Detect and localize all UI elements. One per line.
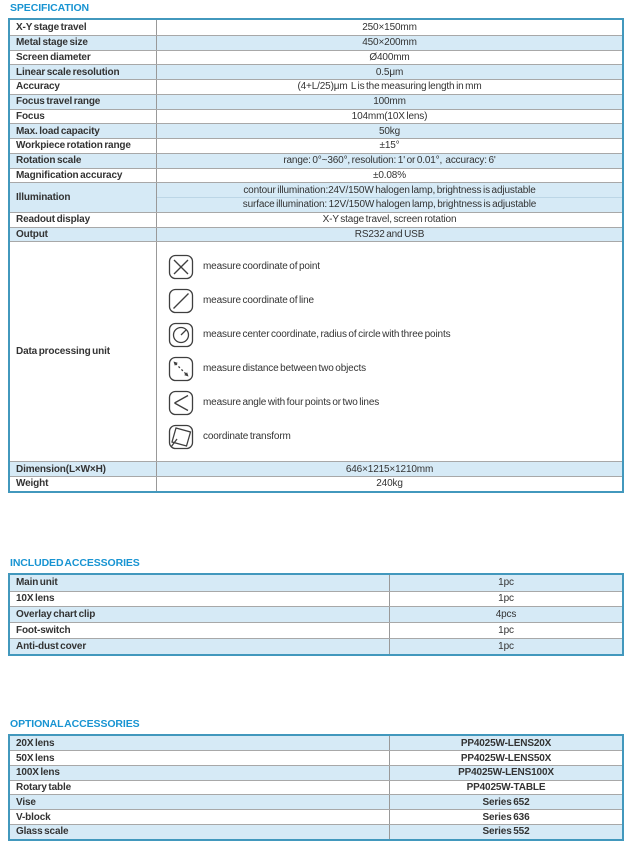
- spec-row-label: Linear scale resolution: [10, 65, 157, 79]
- coordinate-transform-icon: [168, 424, 194, 450]
- table-row-illumination: [10, 182, 622, 212]
- table-row: [10, 20, 622, 35]
- table-row: [10, 64, 622, 79]
- table-row: [10, 750, 622, 765]
- spec-row-value: (4+L/25)μm L is the measuring length in mm: [297, 81, 482, 93]
- accessory-name: 20X lens: [10, 736, 390, 751]
- accessory-name: Anti-dust cover: [10, 639, 390, 654]
- measure-circle-icon: [168, 322, 194, 348]
- accessory-model: Series 636: [482, 811, 530, 823]
- spec-row-value: RS232 and USB: [354, 228, 425, 240]
- dpu-item-label: measure distance between two objects: [203, 363, 366, 375]
- table-row: [10, 638, 622, 654]
- table-row: [10, 476, 622, 491]
- spec-row-label: Rotation scale: [10, 154, 157, 168]
- table-row: [10, 591, 622, 607]
- contour-illumination-value: contour illumination:24V/150W halogen lamp, brightness is adjustable: [157, 183, 622, 198]
- spec-row-label: Screen diameter: [10, 51, 157, 65]
- table-row: [10, 809, 622, 824]
- specification-heading: SPECIFICATION: [10, 2, 90, 14]
- table-row: [10, 575, 622, 591]
- spec-row-label: Illumination: [10, 183, 157, 212]
- table-row: [10, 606, 622, 622]
- spec-row-value: ±15°: [379, 140, 400, 152]
- spec-row-value: X-Y stage travel, screen rotation: [322, 214, 457, 226]
- dpu-item: [168, 322, 450, 348]
- accessory-name: Rotary table: [10, 781, 390, 795]
- spec-row-value: Ø400mm: [369, 51, 410, 63]
- spec-row-label: Accuracy: [10, 80, 157, 94]
- measure-line-icon: [168, 288, 194, 314]
- spec-row-label: Metal stage size: [10, 36, 157, 50]
- spec-row-label: Max. load capacity: [10, 124, 157, 138]
- dpu-item-label: measure angle with four points or two lines: [203, 397, 380, 409]
- accessory-model: PP4025W-LENS100X: [458, 767, 554, 779]
- table-row: [10, 50, 622, 65]
- accessory-name: Main unit: [10, 575, 390, 591]
- accessory-model: Series 552: [482, 826, 530, 838]
- dpu-item: [168, 288, 314, 314]
- table-row: [10, 227, 622, 242]
- table-row: [10, 109, 622, 124]
- table-row: [10, 780, 622, 795]
- spec-row-value: 250×150mm: [362, 21, 417, 33]
- spec-row-label: Readout display: [10, 213, 157, 227]
- spec-row-label: Dimension(L×W×H): [10, 462, 157, 476]
- spec-row-label: X-Y stage travel: [10, 20, 157, 35]
- accessory-model: Series 652: [482, 796, 530, 808]
- dpu-item-label: measure center coordinate, radius of circle with three points: [203, 329, 451, 341]
- accessory-name: Vise: [10, 795, 390, 809]
- accessory-name: Glass scale: [10, 825, 390, 839]
- table-row: [10, 94, 622, 109]
- spec-row-label: Workpiece rotation range: [10, 139, 157, 153]
- table-row: [10, 212, 622, 227]
- accessory-name: 10X lens: [10, 592, 390, 607]
- accessory-qty: 4pcs: [495, 609, 517, 621]
- dpu-item: [168, 254, 320, 280]
- accessory-model: PP4025W-LENS50X: [460, 752, 552, 764]
- table-row: [10, 736, 622, 751]
- table-row: [10, 153, 622, 168]
- included-accessories-heading: INCLUDED ACCESSORIES: [10, 556, 140, 569]
- measure-distance-icon: [168, 356, 194, 382]
- table-row: [10, 35, 622, 50]
- spec-row-value: 0.5μm: [375, 66, 404, 78]
- optional-accessories-table: [8, 734, 624, 841]
- dpu-item: [168, 424, 291, 450]
- table-row: [10, 765, 622, 780]
- specification-table: [8, 18, 624, 493]
- spec-row-value: 450×200mm: [362, 37, 417, 49]
- accessory-model: PP4025W-TABLE: [466, 782, 546, 794]
- accessory-qty: 1pc: [498, 640, 514, 652]
- spec-row-value: ±0.08%: [373, 169, 406, 181]
- included-accessories-table: [8, 573, 624, 656]
- measure-angle-icon: [168, 390, 194, 416]
- table-row: [10, 168, 622, 183]
- dpu-item-label: coordinate transform: [203, 431, 291, 443]
- spec-row-value: 646×1215×1210mm: [345, 463, 434, 475]
- table-row: [10, 622, 622, 638]
- accessory-name: 50X lens: [10, 751, 390, 765]
- dpu-item: [168, 390, 379, 416]
- accessory-name: 100X lens: [10, 766, 390, 780]
- data-processing-functions: [157, 242, 622, 461]
- spec-row-value: range: 0°~360°, resolution: 1' or 0.01°, accuracy: 6': [283, 155, 496, 167]
- accessory-name: V-block: [10, 810, 390, 824]
- spec-row-label: Focus: [10, 110, 157, 124]
- spec-row-value: 240kg: [376, 478, 403, 490]
- measure-point-icon: [168, 254, 194, 280]
- accessory-qty: 1pc: [498, 625, 514, 637]
- table-row: [10, 824, 622, 839]
- accessory-qty: 1pc: [498, 593, 514, 605]
- accessory-name: Foot-switch: [10, 623, 390, 638]
- accessory-qty: 1pc: [498, 577, 514, 589]
- spec-row-value: 50kg: [378, 125, 401, 137]
- illumination-values: [157, 183, 622, 212]
- spec-row-label: Weight: [10, 477, 157, 491]
- table-row: [10, 461, 622, 476]
- accessory-model: PP4025W-LENS20X: [460, 737, 552, 749]
- accessory-name: Overlay chart clip: [10, 607, 390, 622]
- table-row: [10, 79, 622, 94]
- optional-accessories-heading: OPTIONAL ACCESSORIES: [10, 717, 140, 730]
- spec-row-value: 104mm(10X lens): [351, 110, 428, 122]
- dpu-item: [168, 356, 366, 382]
- dpu-item-label: measure coordinate of point: [203, 261, 320, 273]
- table-row: [10, 138, 622, 153]
- spec-row-label: Magnification accuracy: [10, 169, 157, 183]
- dpu-item-label: measure coordinate of line: [203, 295, 314, 307]
- spec-row-label: Data processing unit: [10, 242, 157, 461]
- table-row-data-processing: [10, 241, 622, 461]
- table-row: [10, 123, 622, 138]
- surface-illumination-value: surface illumination: 12V/150W halogen lamp, brightness is adjustable: [242, 199, 537, 211]
- spec-row-label: Focus travel range: [10, 95, 157, 109]
- table-row: [10, 794, 622, 809]
- spec-row-label: Output: [10, 228, 157, 242]
- spec-row-value: 100mm: [373, 96, 406, 108]
